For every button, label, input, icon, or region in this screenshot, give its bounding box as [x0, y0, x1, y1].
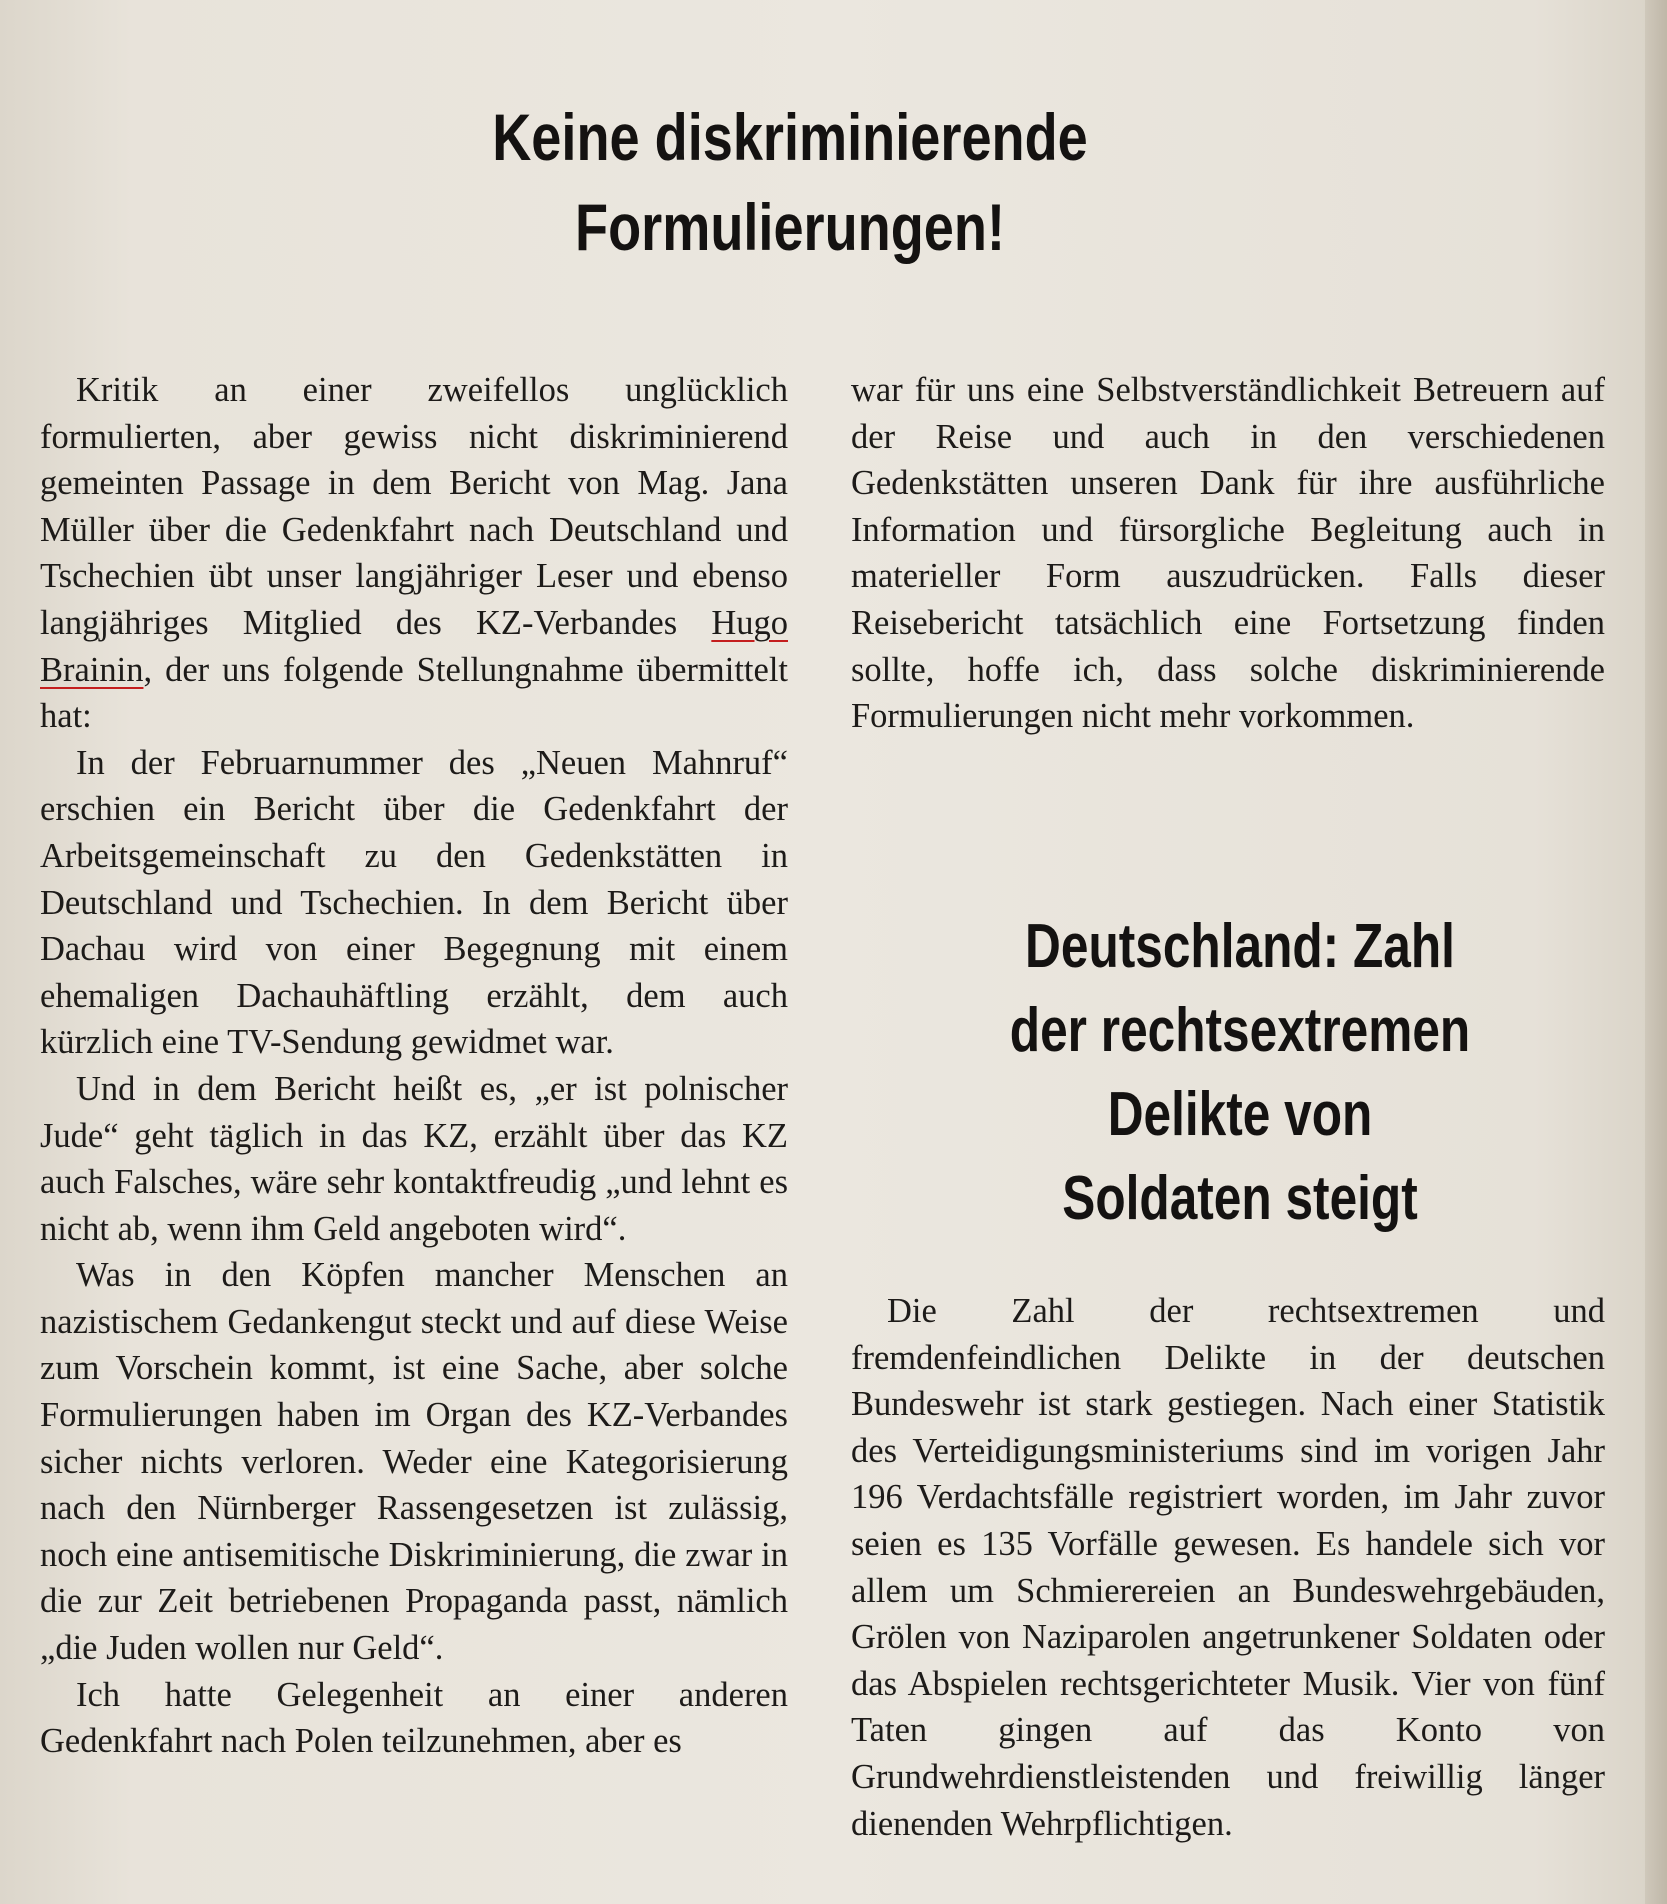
article1-headline: [388, 92, 1192, 272]
article1-headline-line: Formulierungen!: [575, 190, 1005, 264]
article1-right-column: [851, 367, 1605, 740]
paragraph-text: , der uns folgende Stellungnahme übermittelt hat:: [40, 650, 788, 736]
article1-headline-line: Keine diskriminierende: [492, 100, 1088, 174]
article2-headline-line: Delikte von: [1107, 1080, 1373, 1149]
page-edge: [1645, 0, 1667, 1904]
article1-left-column: [40, 367, 788, 1765]
underlined-name: Hugo Brainin: [40, 603, 788, 689]
article2-headline-line: der rechtsextremen: [1009, 996, 1471, 1065]
article1-paragraph: Was in den Köpfen mancher Menschen an nazistischem Gedankengut steckt und auf diese Weise zum Vorschein kommt, ist eine Sache, aber solche Formulierungen haben im Organ des KZ-Verbandes sicher nichts verloren. Weder eine Kategorisierung nach den Nürnberger Rassengesetzen ist zulässig, noch eine antisemitische Diskriminierung, die zwar in die zur Zeit betriebenen Propaganda passt, nämlich „die Juden wollen nur Geld“.: [40, 1256, 788, 1668]
article1-paragraph: In der Februarnummer des „Neuen Mahnruf“ erschien ein Bericht über die Gedenkfahrt der Arbeitsgemeinschaft zu den Gedenkstätten in Deutschland und Tschechien. In dem Bericht über Dachau wird von einer Begegnung mit einem ehemaligen Dachauhäftling erzählt, dem auch kürzlich eine TV-Sendung gewidmet war.: [40, 743, 788, 1062]
article1-paragraph: [40, 367, 788, 740]
article2-headline: [952, 905, 1528, 1241]
article1-paragraph: Ich hatte Gelegenheit an einer anderen Gedenkfahrt nach Polen teilzunehmen, aber es: [40, 1675, 788, 1761]
article2-body: [851, 1288, 1605, 1847]
article2-headline-line: Soldaten steigt: [1062, 1164, 1418, 1233]
article1-paragraph: Und in dem Bericht heißt es, „er ist polnischer Jude“ geht täglich in das KZ, erzählt über das KZ auch Falsches, wäre sehr kontaktfreudig „und lehnt es nicht ab, wenn ihm Geld angeboten wird“.: [40, 1069, 788, 1248]
paragraph-text: Kritik an einer zweifellos unglücklich formulierten, aber gewiss nicht diskriminierend gemeinten Passage in dem Bericht von Mag. Jana Müller über die Gedenkfahrt nach Deutschland und Tschechien übt unser langjähriger Leser und ebenso langjähriges Mitglied des KZ-Verbandes: [40, 371, 788, 642]
article1-paragraph: war für uns eine Selbstverständlichkeit Betreuern auf der Reise und auch in den verschiedenen Gedenkstätten unseren Dank für ihre ausführliche Information und fürsorgliche Begleitung auch in materieller Form auszudrücken. Falls dieser Reisebericht tatsächlich eine Fortsetzung finden sollte, hoffe ich, dass solche diskriminierende Formulierungen nicht mehr vorkommen.: [851, 371, 1605, 736]
article2-paragraph: Die Zahl der rechtsextremen und fremdenfeindlichen Delikte in der deutschen Bundeswehr ist stark gestiegen. Nach einer Statistik des Verteidigungsministeriums sind im vorigen Jahr 196 Verdachtsfälle registriert worden, im Jahr zuvor seien es 135 Vorfälle gewesen. Es handele sich vor allem um Schmierereien an Bundeswehrgebäuden, Grölen von Naziparolen angetrunkener Soldaten oder das Abspielen rechtsgerichteter Musik. Vier von fünf Taten gingen auf das Konto von Grundwehrdienstleistenden und freiwillig länger dienenden Wehrpflichtigen.: [851, 1292, 1605, 1843]
article2-headline-line: Deutschland: Zahl: [1025, 912, 1455, 981]
